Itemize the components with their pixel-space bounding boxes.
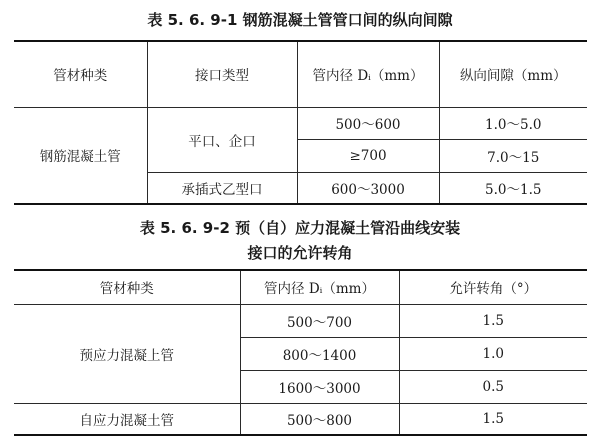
table2-header-diameter: 管内径 Dᵢ（mm） — [240, 270, 399, 304]
table1-joint-flat-cell: 平口、企口 — [147, 107, 297, 172]
table1-joint-socket-cell: 承插式乙型口 — [147, 172, 297, 204]
table2-caption-line1: 表 5. 6. 9-2 预（自）应力混凝土管沿曲线安装 — [139, 219, 461, 237]
table2-header-angle: 允许转角（°） — [399, 270, 587, 304]
table1-diameter-cell: 500～600 — [297, 107, 439, 139]
table-row — [14, 403, 587, 435]
table2-diameter-cell: 500～800 — [240, 403, 399, 435]
table1-gap-cell: 5.0～1.5 — [439, 172, 587, 204]
table1-header-row — [14, 41, 587, 107]
table2-angle-cell: 1.5 — [399, 403, 587, 435]
table1-diameter-cell: ≥700 — [297, 139, 439, 172]
table2-material-self-stressed-cell: 自应力混凝土管 — [14, 403, 240, 435]
table1-header-diameter: 管内径 Dᵢ（mm） — [297, 41, 439, 107]
table1-header-material: 管材种类 — [14, 41, 147, 107]
table1-gap-cell: 7.0～15 — [439, 139, 587, 172]
table2-angle-cell: 1.0 — [399, 337, 587, 370]
table2-header-row — [14, 270, 587, 304]
table-allowable-angle — [14, 269, 587, 436]
table2-diameter-cell: 800～1400 — [240, 337, 399, 370]
table2-caption-line2: 接口的允许转角 — [247, 244, 353, 262]
table1-header-joint-type: 接口类型 — [147, 41, 297, 107]
table1-diameter-cell: 600～3000 — [297, 172, 439, 204]
table2-diameter-cell: 500～700 — [240, 304, 399, 337]
table2-header-material: 管材种类 — [14, 270, 240, 304]
table2-angle-cell: 0.5 — [399, 370, 587, 403]
table1-header-gap: 纵向间隙（mm） — [439, 41, 587, 107]
table1-material-cell: 钢筋混凝土管 — [14, 107, 147, 204]
table2-diameter-cell: 1600～3000 — [240, 370, 399, 403]
table-longitudinal-gap — [14, 40, 587, 205]
table-row — [14, 304, 587, 337]
table1-gap-cell: 1.0～5.0 — [439, 107, 587, 139]
table2-material-prestressed-cell: 预应力混凝上管 — [14, 304, 240, 403]
table-row — [14, 107, 587, 139]
table1-caption: 表 5. 6. 9-1 钢筋混凝土管管口间的纵向间隙 — [147, 11, 453, 29]
table2-angle-cell: 1.5 — [399, 304, 587, 337]
